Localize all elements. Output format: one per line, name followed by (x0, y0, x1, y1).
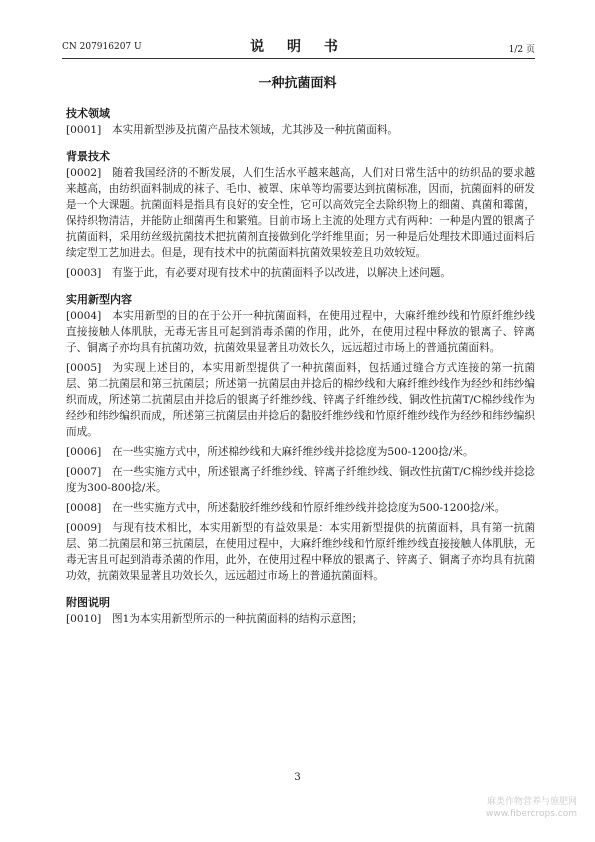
paragraph-text: 在一些实施方式中，所述棉纱线和大麻纤维纱线并捻捻度为500-1200捻/米。 (112, 446, 474, 458)
paragraph (66, 444, 535, 460)
section-heading: 附图说明 (66, 596, 110, 609)
paragraph (66, 265, 535, 281)
watermark (486, 796, 577, 820)
section-heading: 实用新型内容 (66, 293, 132, 306)
paragraph-text: 为实现上述目的，本实用新型提供了一种抗菌面料，包括通过缝合方式连接的第一抗菌层、第二抗菌层和第三抗菌层；所述第一抗菌层由并捻后的棉纱线和大麻纤维纱线作为经纱和纬纱编织而成，所述第二抗菌层由并捻后的银离子纤维纱线、锌离子纤维纱线、铜改性抗菌T/C棉纱线作为经纱和纬纱编织而成，所述第三抗菌层由并捻后的黏胶纤维纱线和竹原纤维纱线作为经纱和纬纱编织而成。 (66, 362, 535, 438)
paragraph-text: 本实用新型的目的在于公开一种抗菌面料，在使用过程中，大麻纤维纱线和竹原纤维纱线直接接触人体肌肤，无毒无害且可起到消毒杀菌的作用，此外，在使用过程中释放的银离子、锌离子、铜离子亦均具有抗菌功效，抗菌效果显著且功效长久，远远超过市场上的普通抗菌面料。 (66, 310, 535, 354)
section-gap (66, 281, 535, 292)
paragraph (66, 464, 535, 496)
paragraph (66, 165, 535, 261)
paragraph-number: [0002] (66, 167, 102, 179)
page-header (62, 36, 535, 59)
paragraph (66, 360, 535, 440)
document-title: 一种抗菌面料 (258, 76, 337, 91)
document-type: 说 明 书 (250, 39, 347, 55)
patent-number: CN 207916207 U (62, 42, 142, 52)
paragraph-text: 在一些实施方式中，所述银离子纤维纱线、锌离子纤维纱线、铜改性抗菌T/C棉纱线并捻捻度为300-800捻/米。 (66, 466, 535, 494)
section-heading: 技术领域 (66, 107, 110, 120)
watermark-line1: 麻类作物营养与施肥网 (486, 797, 577, 807)
paragraph-number: [0003] (66, 267, 102, 279)
paragraph-number: [0008] (66, 502, 102, 514)
section-gap (66, 138, 535, 149)
paragraph (66, 308, 535, 356)
paragraph (66, 611, 535, 627)
paragraph-text: 有鉴于此，有必要对现有技术中的抗菌面料予以改进，以解决上述问题。 (112, 267, 451, 279)
paragraph-number: [0006] (66, 446, 102, 458)
paragraph-number: [0004] (66, 310, 102, 322)
paragraph-text: 与现有技术相比，本实用新型的有益效果是：本实用新型提供的抗菌面料，具有第一抗菌层、第二抗菌层和第三抗菌层，在使用过程中，大麻纤维纱线和竹原纤维纱线直接接触人体肌肤，无毒无害且可起到消毒杀菌的作用，此外，在使用过程中释放的银离子、锌离子、铜离子亦均具有抗菌功效，抗菌效果显著且功效长久，远远超过市场上的普通抗菌面料。 (66, 522, 535, 582)
paragraph-number: [0001] (66, 124, 102, 136)
paragraph-number: [0010] (66, 613, 102, 625)
paragraph (66, 500, 535, 516)
paragraph (66, 122, 535, 138)
paragraph-text: 随着我国经济的不断发展，人们生活水平越来越高，人们对日常生活中的纺织品的要求越来越高，由纺织面料制成的袜子、毛巾、被罩、床单等均需要达到抗菌标准，因而，抗菌面料的研发是一个大课题。抗菌面料是指具有良好的安全性，它可以高效完全去除织物上的细菌、真菌和霉菌，保持织物清洁，并能防止细菌再生和繁殖。目前市场上主流的处理方式有两种：一种是内置的银离子抗菌面料，采用纺丝级抗菌技术把抗菌剂直接做到化学纤维里面；另一种是后处理技术即通过面料后续定型工艺加进去。但是，现有技术中的抗菌面料抗菌效果较差且功效较短。 (66, 167, 535, 259)
paragraph-text: 本实用新型涉及抗菌产品技术领域，尤其涉及一种抗菌面料。 (112, 124, 399, 136)
paragraph (66, 520, 535, 584)
paragraph-number: [0007] (66, 466, 102, 478)
page-number: 3 (294, 772, 301, 783)
paragraph-text: 图1为本实用新型所示的一种抗菌面料的结构示意图； (112, 613, 363, 625)
section-heading: 背景技术 (66, 150, 110, 163)
document-body (66, 106, 535, 627)
paragraph-text: 在一些实施方式中，所述黏胶纤维纱线和竹原纤维纱线并捻捻度为500-1200捻/米。 (112, 502, 506, 514)
watermark-line2: www.fibercrops.com (486, 809, 577, 819)
section-gap (66, 584, 535, 595)
paragraph-number: [0005] (66, 362, 102, 374)
paragraph-number: [0009] (66, 522, 102, 534)
page-indicator: 1/2 页 (508, 45, 535, 55)
